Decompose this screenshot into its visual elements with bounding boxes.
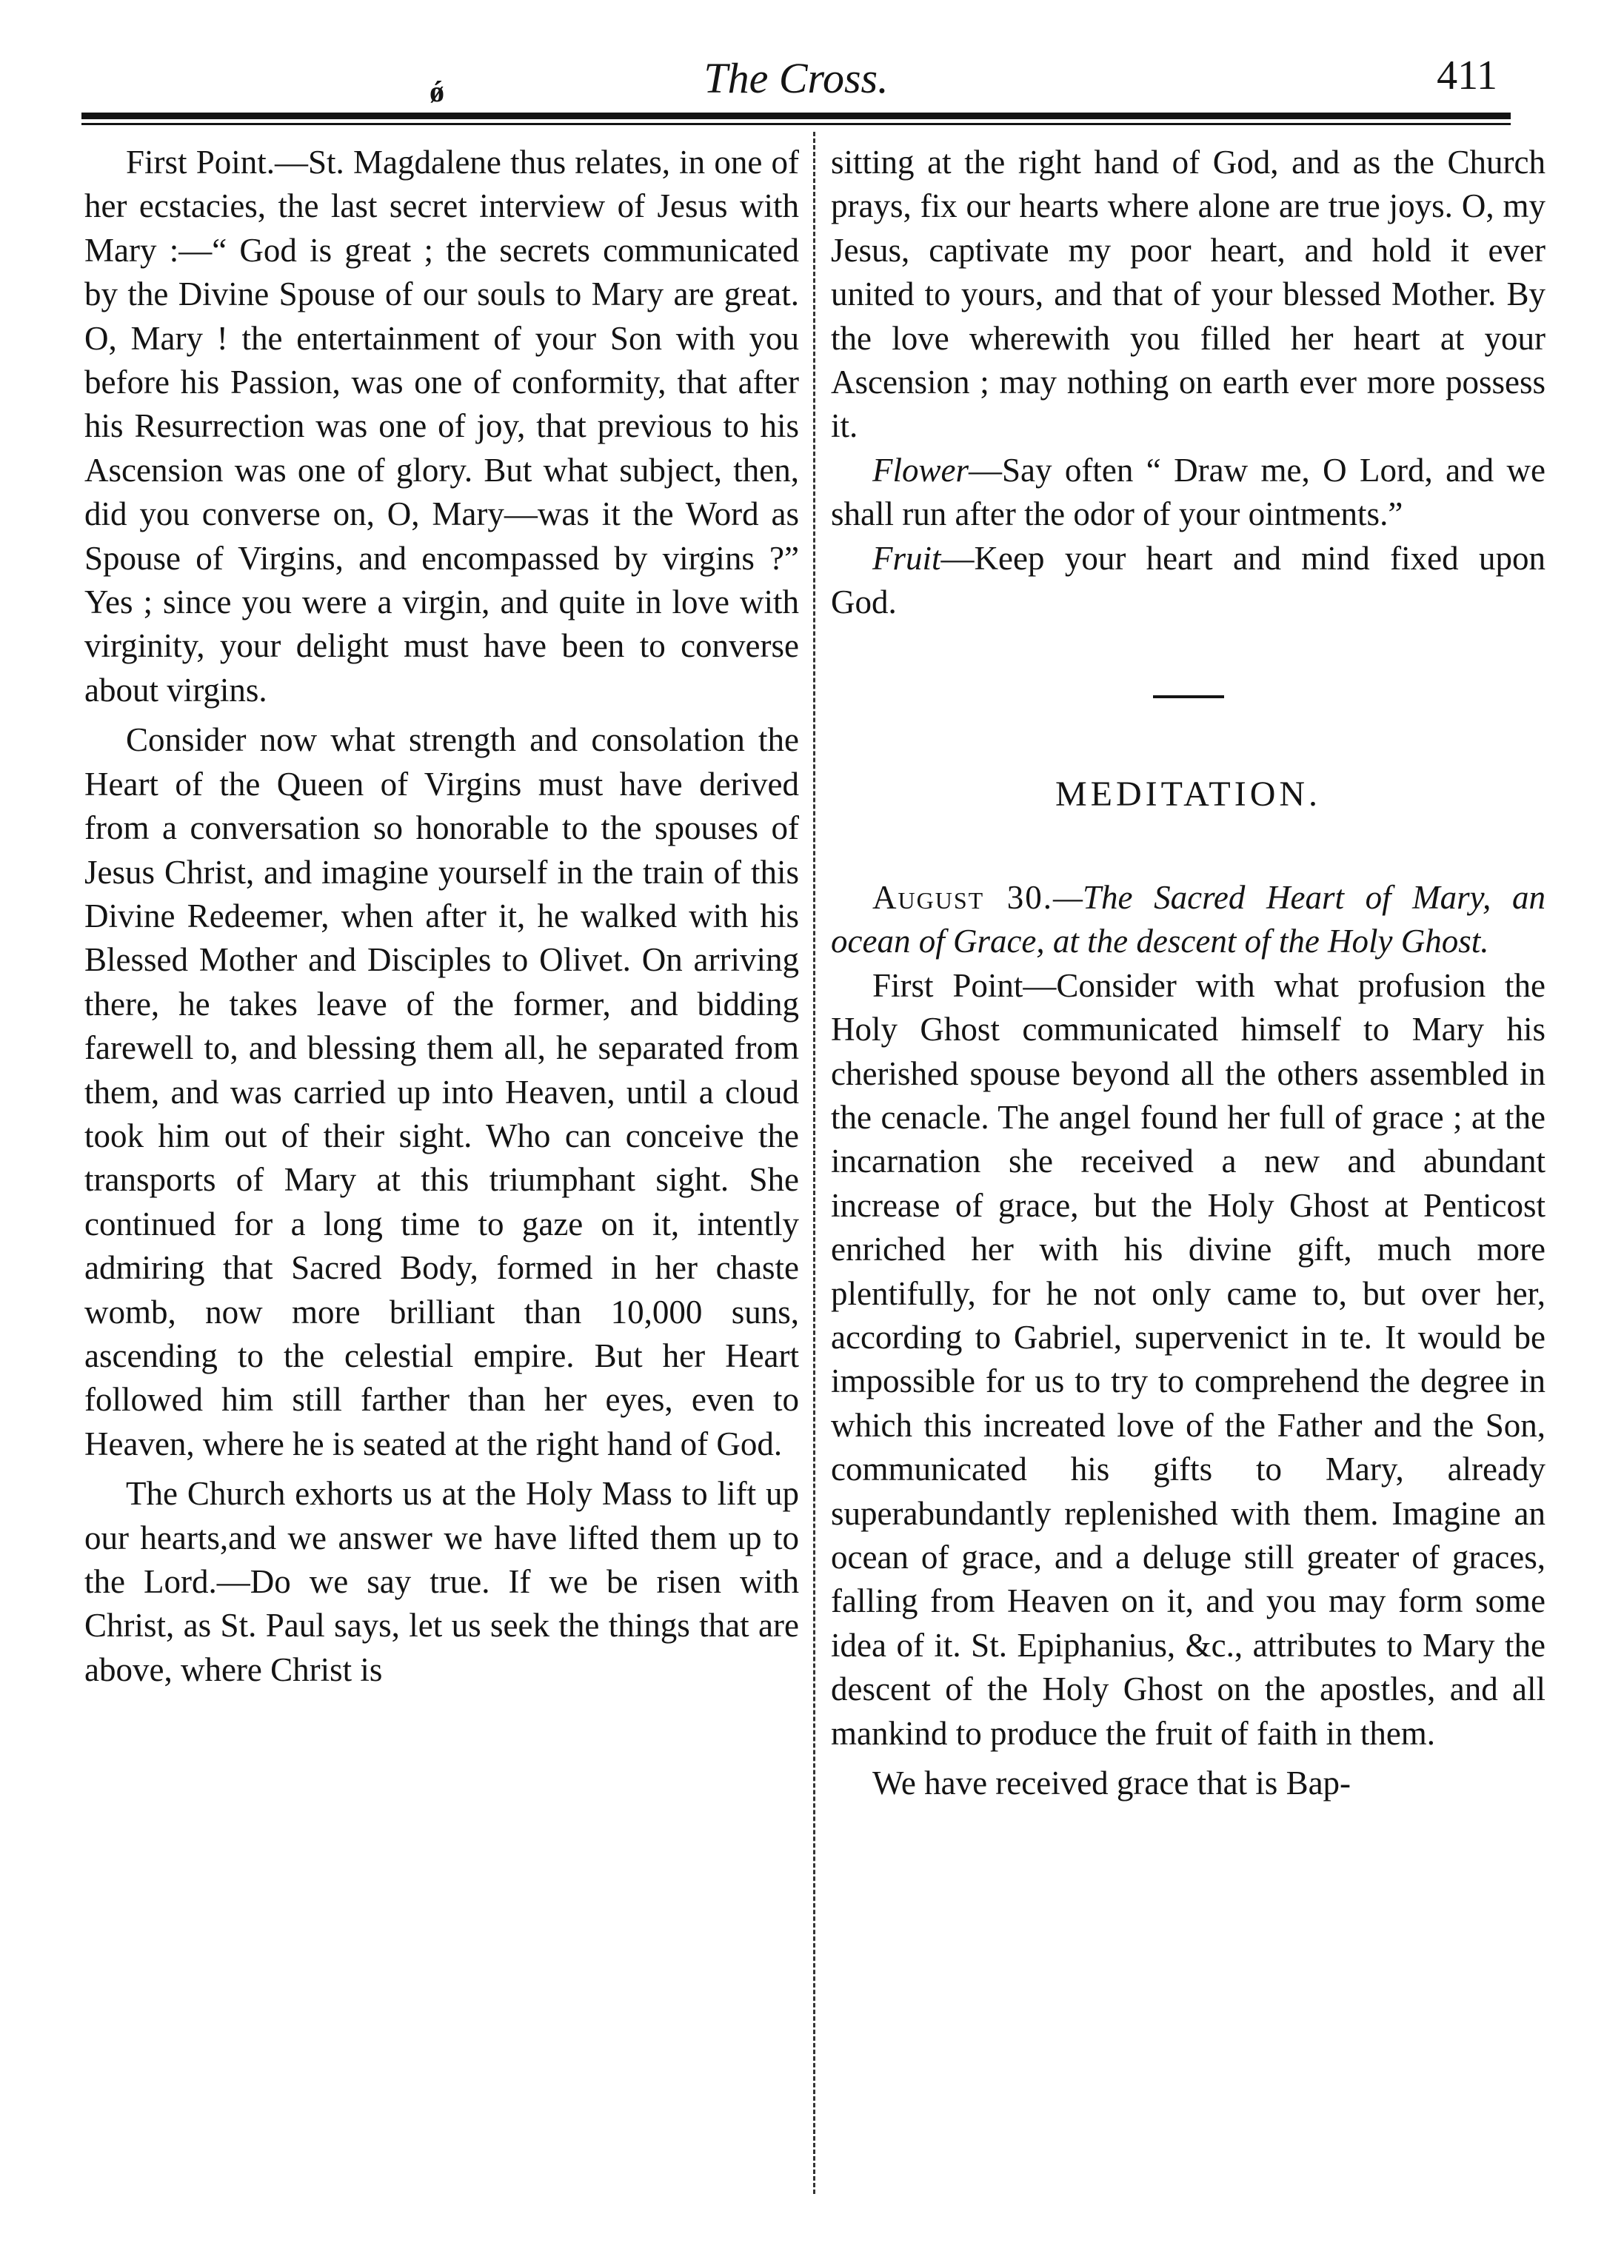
left-column: [84, 141, 799, 1692]
header-rule-thick: [81, 113, 1511, 119]
flower-paragraph: [831, 449, 1546, 537]
left-paragraph-consider: Consider now what strength and consolation the Heart of the Queen of Virgins must have derived from a conversation so honorable to the spouses of Jesus Christ, and imagine yourself in the train of this Divine Redeemer, when after it, he walked with his Blessed Mother and Disciples to Olivet. On arriving there, he takes leave of the former, and bidding farewell to, and blessing them all, he separated from them, and was carried up into Heaven, until a cloud took him out of their sight. Who can conceive the transports of Mary at this triumphant sight. She continued for a long time to gaze on it, intently admiring that Sacred Body, formed in her chaste womb, now more brilliant than 10,000 suns, ascending to the celestial empire. But her Heart followed him still farther than her eyes, even to Heaven, where he is seated at the right hand of God.: [84, 721, 799, 1462]
fruit-label: Fruit: [872, 539, 941, 577]
fruit-paragraph: [831, 537, 1546, 625]
meditation-heading: MEDITATION.: [1055, 775, 1322, 814]
section-separator: [1153, 695, 1224, 698]
right-column: [831, 141, 1546, 1805]
column-divider: [813, 132, 815, 2194]
left-paragraph-church-exhorts: The Church exhorts us at the Holy Mass to lift up our hearts,and we answer we have lifted them up to the Lord.—Do we say true. If we be risen with Christ, as St. Paul says, let us seek the things that are above, where Christ is: [84, 1475, 799, 1688]
flower-label: Flower: [872, 451, 969, 489]
right-paragraph-first-point: First Point—Consider with what profusion the Holy Ghost communicated himself to Mary his cherished spouse beyond all the others assembled in the cenacle. The angel found her full of grace ; at the incarnation she received a new and abundant increase of grace, but the Holy Ghost at Penticost enriched her with his divine gift, much more plentifully, for he not only came to, but over her, according to Gabriel, supervenict in te. It would be impossible for us to try to comprehend the degree in which this increated love of the Father and the Son, communicated his gifts to Mary, already superabundantly replenished with them. Imagine an ocean of grace, and a deluge still greater of graces, falling from Heaven on it, and you may form some idea of it. St. Epiphanius, &c., attributes to Mary the descent of the Holy Ghost on the apostles, and all mankind to produce the fruit of faith in them.: [831, 966, 1546, 1752]
printers-ornament: ǿ: [430, 75, 444, 108]
page-number: 411: [1437, 53, 1497, 98]
right-paragraph-received-grace: We have received grace that is Bap-: [872, 1764, 1351, 1802]
meditation-title: —The Sacred Heart of Mary, an ocean of Grace, at the descent of the Holy Ghost.: [831, 878, 1546, 960]
right-paragraph-continuation: sitting at the right hand of God, and as the Church prays, fix our hearts where alone are true joys. O, my Jesus, captivate my poor heart, and hold it ever united to yours, and that of your blessed Mother. By the love wherewith you filled her heart at your Ascension ; may nothing on earth ever more possess it.: [831, 144, 1546, 445]
fruit-text: —Keep your heart and mind fixed upon God.: [831, 539, 1546, 621]
left-paragraph-first-point: First Point.—St. Magdalene thus relates, in one of her ecstacies, the last secret interview of Jesus with Mary :—“ God is great ; the secrets communicated by the Divine Spouse of our souls to Mary are great. O, Mary ! the entertainment of your Son with you before his Passion, was one of conformity, that after his Resurrection was one of joy, that previous to his Ascension was one of glory. But what subject, then, did you converse on, O, Mary—was it the Word as Spouse of Virgins, and encompassed by virgins ?” Yes ; since you were a virgin, and quite in love with virginity, your delight must have been to converse about virgins.: [84, 144, 799, 709]
page-header: [81, 44, 1511, 118]
flower-text: —Say often “ Draw me, O Lord, and we shall run after the odor of your ointments.”: [831, 451, 1546, 533]
meditation-date: August 30.: [872, 878, 1054, 916]
running-title: The Cross.: [704, 54, 889, 102]
meditation-subtitle: [831, 876, 1546, 964]
header-rule-thin: [81, 123, 1511, 125]
